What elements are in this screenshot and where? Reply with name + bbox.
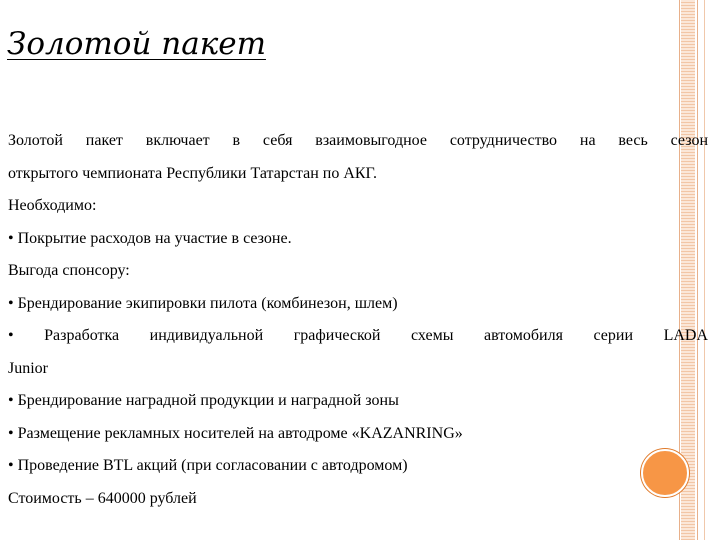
- slide-body: [8, 130, 708, 520]
- bullet-item: • Брендирование наградной продукции и наградной зоны: [8, 392, 399, 409]
- bullet-item: • Проведение BTL акций (при согласовании с автодромом): [8, 457, 408, 474]
- bullet-item: • Разработка индивидуальной графической схемы автомобиля серии LADA: [8, 327, 708, 344]
- bullet-item: • Размещение рекламных носителей на автодроме «KAZANRING»: [8, 424, 463, 442]
- section-heading: Выгода спонсору:: [8, 262, 130, 279]
- bullet-item: • Покрытие расходов на участие в сезоне.: [8, 229, 292, 247]
- bullet-item: • Брендирование экипировки пилота (комбинезон, шлем): [8, 294, 398, 312]
- slide-title: Золотой пакет: [7, 26, 266, 62]
- bullet-item-continuation: Junior: [8, 359, 48, 377]
- section-heading: Необходимо:: [8, 197, 97, 214]
- price-line: Стоимость – 640000 рублей: [8, 489, 197, 507]
- paragraph-line: Золотой пакет включает в себя взаимовыгодное сотрудничество на весь сезон: [8, 132, 708, 149]
- paragraph-line: открытого чемпионата Республики Татарстан по АКГ.: [8, 164, 377, 182]
